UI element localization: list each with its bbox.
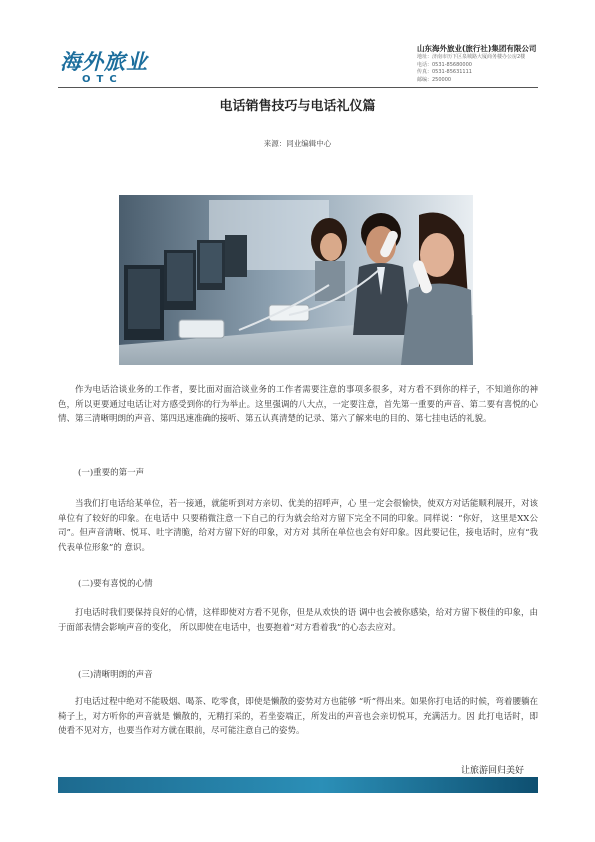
company-name: 山东海外旅业(旅行社)集团有限公司 bbox=[417, 44, 537, 53]
company-logo bbox=[60, 50, 170, 92]
section-heading-2: (二)要有喜悦的心情 bbox=[78, 579, 153, 589]
company-postcode: 邮编：250000 bbox=[417, 76, 452, 83]
logo-sub-text: OTC bbox=[82, 74, 123, 85]
intro-paragraph: 作为电话洽谈业务的工作者，要比面对面洽谈业务的工作者需要注意的事项多很多，对方看不到你的样子，不知道你的神色，所以更要通过电话让对方感受到你的行为举止。这里强调的八大点，一定要注意，首先第一重要的声音、第二要有喜悦的心情、第三清晰明朗的声音、第四迅速准确的接听、第五认真清楚的记录、第六了解来电的目的、第七挂电话的礼貌。 bbox=[58, 385, 538, 424]
section-paragraph-3: 打电话过程中绝对不能吸烟、喝茶、吃零食，即使是懒散的姿势对方也能够 “听”得出来。如果你打电话的时候，弯着腰躺在椅子上，对方听你的声音就是 懒散的，无精打采的，若坐姿端正，所发出的声音也会亲切悦耳，充满活力。因 此打电话时，即使看不见对方，也要当作对方就在眼前，尽可能注意自己的姿势。 bbox=[58, 697, 538, 736]
company-fax: 传真：0531-85631111 bbox=[417, 69, 472, 75]
footer-slogan: 让旅游回归美好 bbox=[461, 766, 525, 776]
section-body-1 bbox=[58, 497, 538, 555]
article-source: 来源：同业编辑中心 bbox=[263, 139, 332, 148]
section-paragraph-1: 当我们打电话给某单位，若一接通，就能听到对方亲切、优美的招呼声，心 里一定会很愉快，使双方对话能顺利展开，对该单位有了较好的印象。在电话中 只要稍微注意一下自己的行为就会给对方留下完全不同的印象。同样说：“你好， 这里是XX公司”。但声音清晰、悦耳、吐字清脆，给对方留下好的印象，对方对 其所在单位也会有好印象。因此要记住，接电话时，应有“我代表单位形象”的 意识。 bbox=[58, 499, 538, 553]
article-intro bbox=[58, 383, 538, 427]
company-address: 地址：济南市历下区泉城路大厦商务楼办公房2楼 bbox=[417, 54, 526, 60]
company-info bbox=[417, 44, 557, 84]
section-body-3 bbox=[58, 695, 538, 739]
section-heading-1: (一)重要的第一声 bbox=[78, 468, 145, 478]
footer-bar bbox=[58, 777, 538, 793]
section-heading-3: (三)清晰明朗的声音 bbox=[78, 670, 153, 680]
section-body-2 bbox=[58, 606, 538, 635]
article-title: 电话销售技巧与电话礼仪篇 bbox=[219, 99, 376, 114]
company-phone: 电话：0531-85680000 bbox=[417, 61, 472, 68]
header-divider bbox=[58, 87, 538, 88]
call-center-photo bbox=[119, 195, 473, 365]
section-paragraph-2: 打电话时我们要保持良好的心情，这样即使对方看不见你，但是从欢快的语 调中也会被你感染，给对方留下极佳的印象，由于面部表情会影响声音的变化， 所以即使在电话中，也要抱着“对方看着我”的心态去应对。 bbox=[58, 608, 538, 633]
logo-text: 海外旅业 bbox=[60, 49, 148, 74]
